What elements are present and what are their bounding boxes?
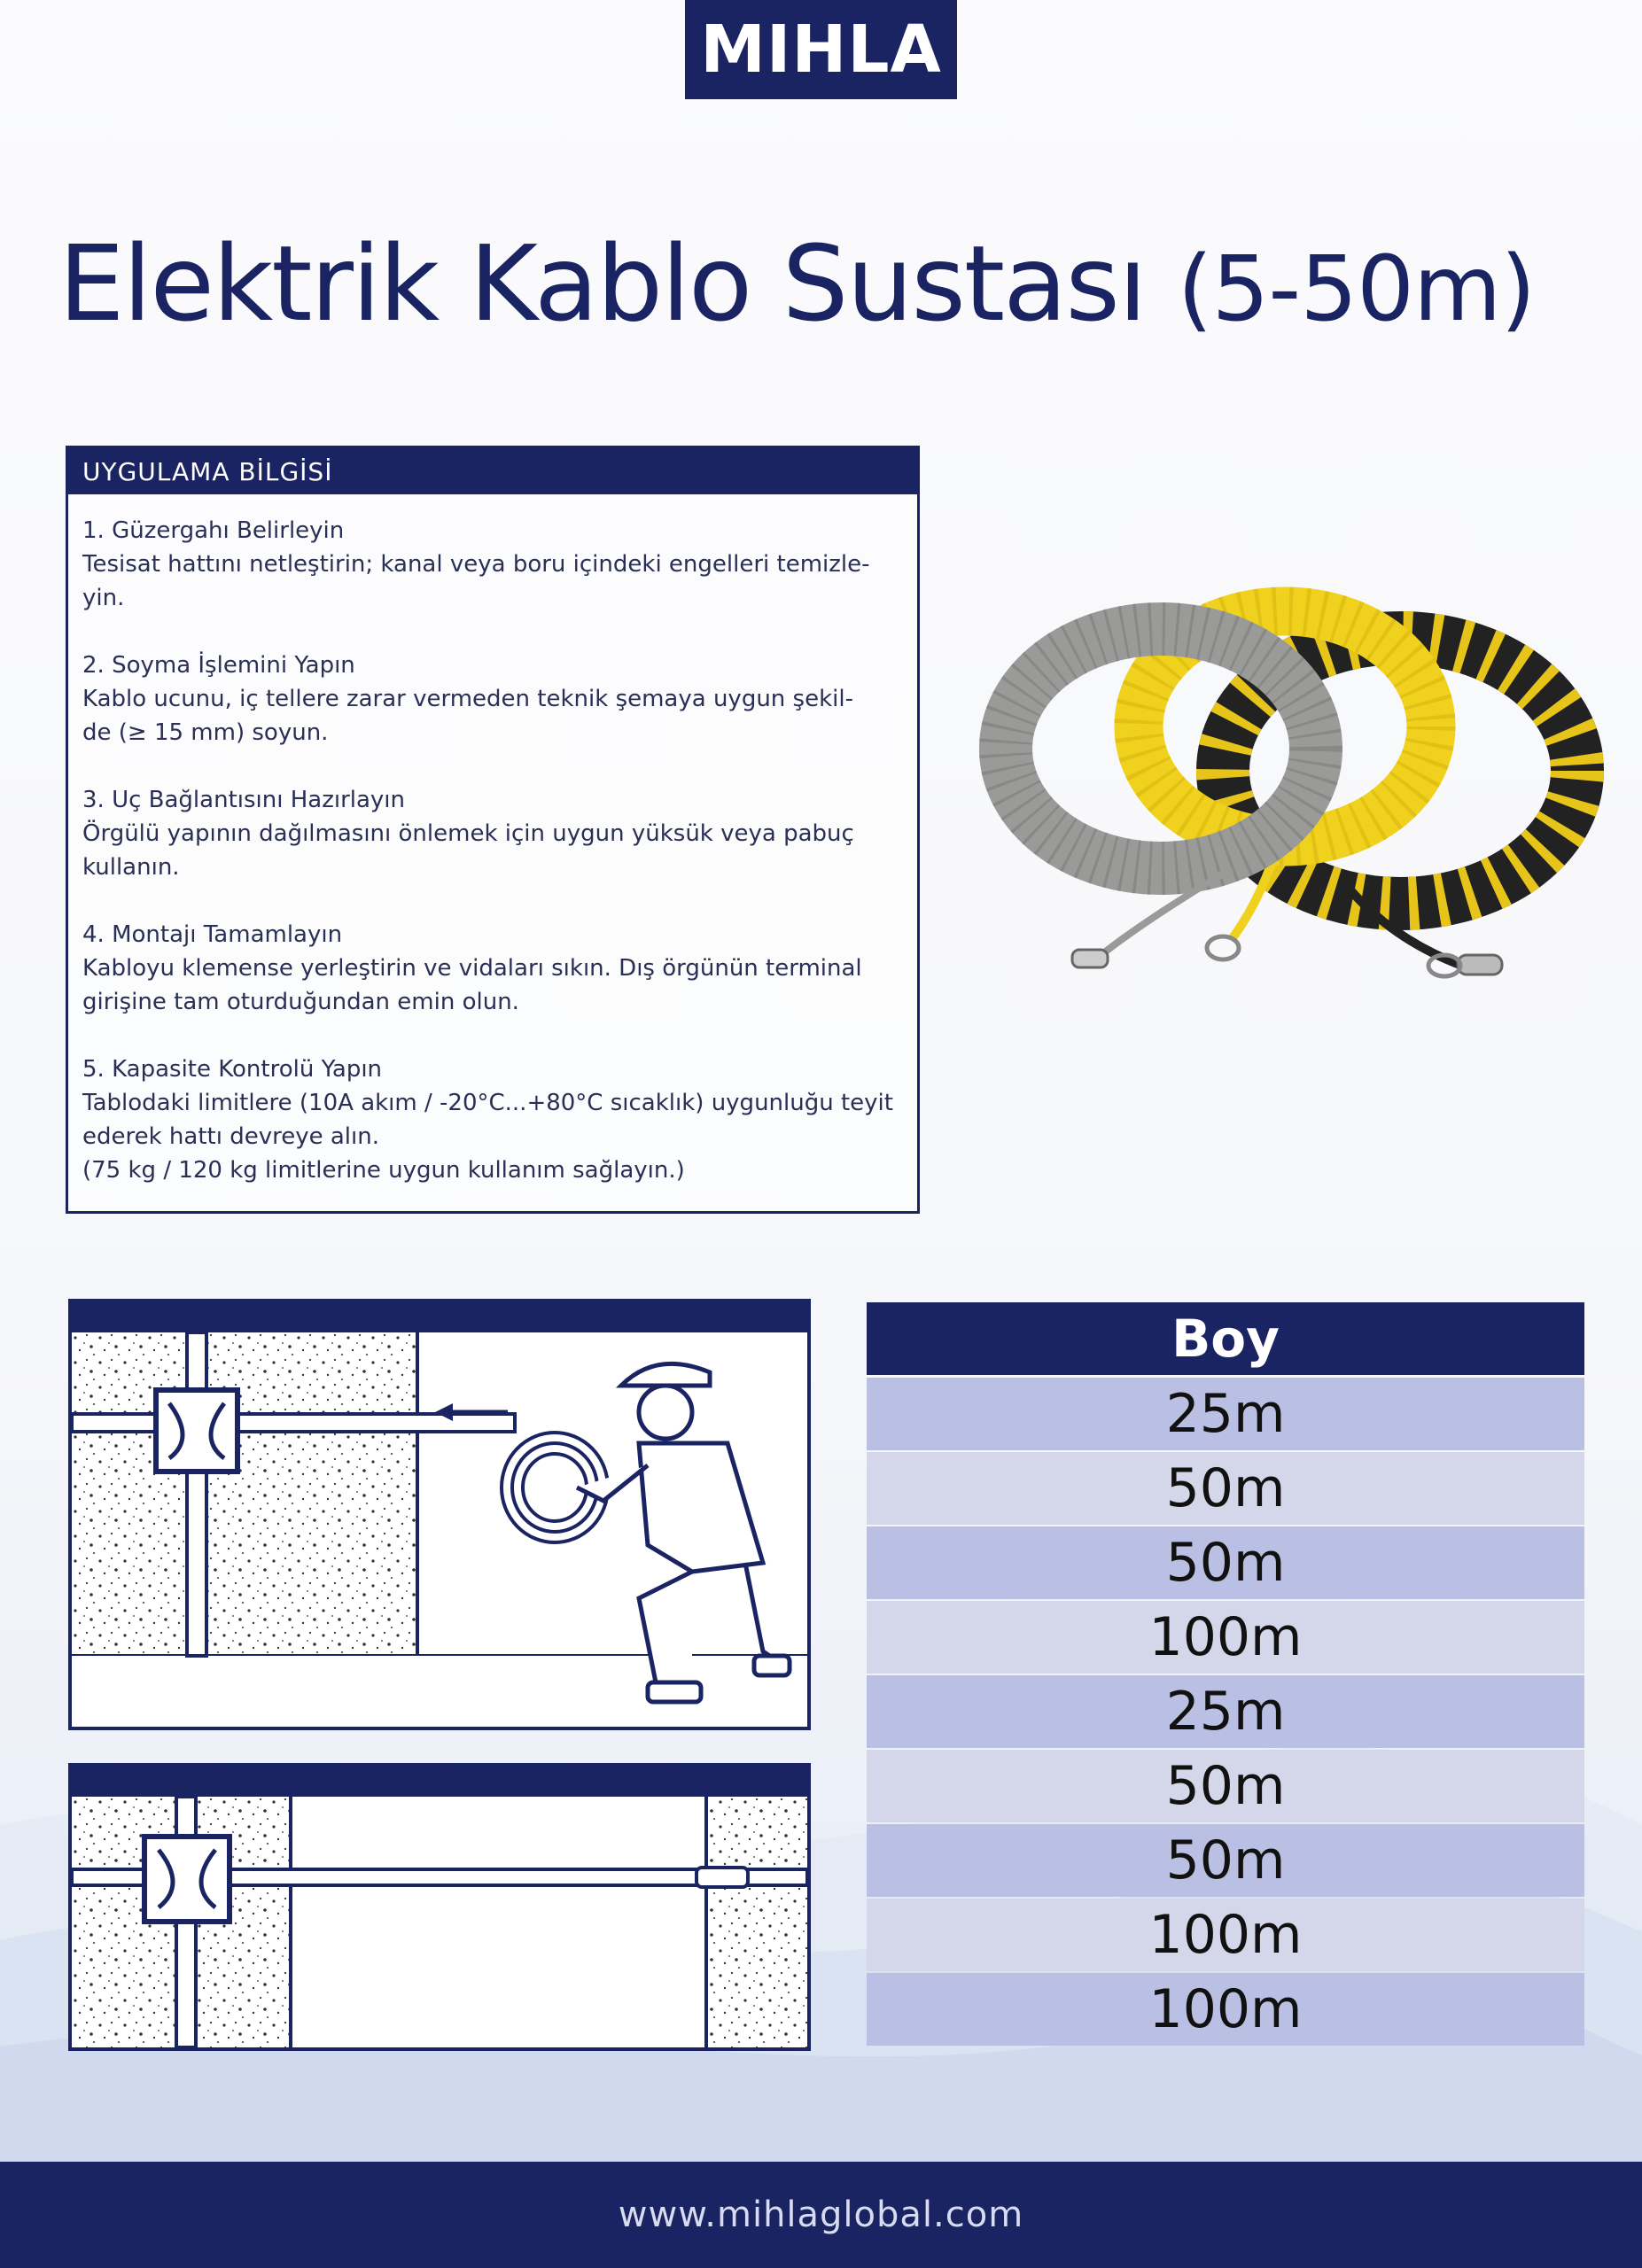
page-title: [58, 221, 1583, 346]
step-text: kullanın.: [82, 854, 180, 881]
step-3: [82, 783, 903, 884]
title-range: (5-50m): [1177, 237, 1536, 342]
title-main: Elektrik Kablo Sustası: [58, 222, 1146, 345]
table-row: 100m: [867, 1973, 1584, 2046]
step-text: (75 kg / 120 kg limitlerine uygun kullanım sağlayın.): [82, 1157, 685, 1184]
table-row: 100m: [867, 1601, 1584, 1674]
step-text: Örgülü yapının dağılmasını önlemek için uygun yüksük veya pabuç: [82, 820, 854, 847]
step-title: 1. Güzergahı Belirleyin: [82, 517, 345, 544]
step-text: Kabloyu klemense yerleştirin ve vidaları sıkın. Dış örgünün terminal: [82, 955, 862, 982]
installation-illustration-top: [68, 1299, 811, 1730]
application-info-box: [66, 446, 920, 1214]
step-title: 3. Uç Bağlantısını Hazırlayın: [82, 787, 406, 813]
website-link[interactable]: www.mihlaglobal.com: [618, 2194, 1024, 2235]
table-row: 50m: [867, 1750, 1584, 1822]
table-header: Boy: [867, 1302, 1584, 1375]
table-row: 50m: [867, 1824, 1584, 1897]
step-text: girişine tam oturduğundan emin olun.: [82, 989, 519, 1015]
info-box-heading: UYGULAMA BİLGİSİ: [68, 448, 917, 494]
brand-logo: MIHLA: [685, 0, 957, 99]
step-text: Tesisat hattını netleştirin; kanal veya boru içindeki engelleri temizle-: [82, 551, 870, 578]
step-2: [82, 649, 903, 750]
footer: [0, 2162, 1642, 2268]
table-row: 100m: [867, 1899, 1584, 1971]
cable-coils-image: [966, 585, 1604, 1010]
step-4: [82, 918, 903, 1019]
step-text: Kablo ucunu, iç tellere zarar vermeden teknik şemaya uygun şekil-: [82, 686, 853, 712]
step-text: yin.: [82, 585, 125, 611]
table-row: 50m: [867, 1526, 1584, 1599]
worker-pulling-cable-icon: [72, 1332, 807, 1727]
step-5: [82, 1052, 903, 1187]
table-row: 25m: [867, 1378, 1584, 1450]
junction-box-cable-run-icon: [72, 1797, 807, 2047]
step-text: Tablodaki limitlere (10A akım / -20°C...+80°C sıcaklık) uygunluğu teyit: [82, 1090, 893, 1116]
step-title: 5. Kapasite Kontrolü Yapın: [82, 1056, 383, 1083]
step-1: [82, 514, 903, 615]
step-title: 4. Montajı Tamamlayın: [82, 921, 343, 948]
installation-illustration-bottom: [68, 1763, 811, 2051]
step-title: 2. Soyma İşlemini Yapın: [82, 652, 355, 679]
step-text: de (≥ 15 mm) soyun.: [82, 719, 329, 746]
table-row: 50m: [867, 1452, 1584, 1525]
size-table: [867, 1302, 1584, 2054]
table-row: 25m: [867, 1675, 1584, 1748]
step-text: ederek hattı devreye alın.: [82, 1123, 379, 1150]
